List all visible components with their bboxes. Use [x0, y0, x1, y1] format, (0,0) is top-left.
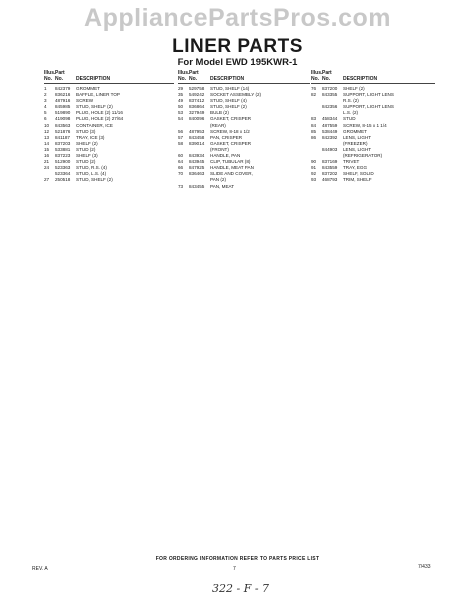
illus-number: 64: [178, 159, 184, 165]
illus-number: 24: [44, 165, 50, 171]
part-number: 843934: [189, 153, 205, 159]
part-description: R.S. (2): [343, 98, 359, 104]
column-header: [178, 70, 310, 84]
part-number: 843945: [189, 159, 205, 165]
part-number: 837200: [322, 86, 338, 91]
illus-number: 82: [311, 92, 317, 98]
part-description: PLUG, HOLE (2) 11/16: [76, 110, 123, 116]
part-description: (FRONT): [210, 146, 229, 152]
table-row: [44, 177, 174, 183]
illus-number: 66: [178, 165, 184, 171]
illus-number: 90: [311, 159, 317, 165]
illus-number: 13: [44, 134, 50, 140]
illus-number: 76: [311, 86, 317, 91]
part-number: 487916: [55, 98, 71, 104]
illus-number: 3: [44, 98, 47, 104]
ordering-note: FOR ORDERING INFORMATION REFER TO PARTS PRICE LIST: [155, 556, 320, 562]
part-number: 842379: [55, 86, 71, 91]
part-description: BULB (2): [210, 110, 229, 116]
part-description: TRIM, SHELF: [343, 177, 372, 183]
part-number: 836463: [189, 171, 205, 177]
illus-number: 60: [178, 153, 184, 159]
part-number: 839014: [189, 140, 205, 146]
illus-number: 91: [311, 165, 317, 171]
part-description: STUD (3): [76, 128, 96, 134]
parts-column-2: [178, 70, 310, 190]
illus-number: 12: [44, 128, 50, 134]
column-header: [44, 70, 174, 84]
part-description: STUD (2): [76, 146, 96, 152]
illus-number: 50: [178, 104, 184, 110]
part-description: TRIVET: [343, 159, 360, 165]
part-number: 523364: [55, 171, 71, 177]
part-number: 841187: [55, 134, 70, 140]
part-description: GASKET, CRISPER: [210, 116, 252, 122]
header-description: DESCRIPTION: [210, 76, 245, 82]
part-number: 840096: [189, 116, 205, 122]
header-part-no: No.: [55, 76, 64, 82]
part-description: CLIP, TUBULAR (8): [210, 159, 251, 165]
header-description: DESCRIPTION: [76, 76, 111, 82]
part-description: PAN, CRISPER: [210, 134, 243, 140]
header-part: Part: [189, 70, 199, 76]
part-description: SUPPORT, LIGHT LENS: [343, 92, 394, 98]
illus-number: 86: [311, 134, 317, 140]
part-description: SOCKET ASSEMBLY (2): [210, 92, 262, 98]
parts-list: [311, 86, 435, 184]
illus-number: 93: [311, 177, 317, 183]
header-illus-no: No.: [311, 76, 320, 82]
header-illus-no: No.: [178, 76, 187, 82]
part-number: 458344: [322, 116, 338, 122]
part-description: (FREEZER): [343, 140, 368, 146]
part-number: 523363: [55, 165, 71, 171]
part-description: (REFRIGERATOR): [343, 153, 383, 159]
part-description: BAFFLE, LINER TOP: [76, 92, 120, 98]
part-description: L.S. (2): [343, 110, 359, 116]
parts-list: [178, 86, 310, 190]
illus-number: 73: [178, 183, 184, 189]
illus-number: 21: [44, 159, 50, 165]
part-description: SUPPORT, LIGHT LENS: [343, 104, 394, 110]
parts-column-1: [44, 70, 174, 184]
illus-number: 5: [44, 110, 47, 116]
part-description: PAN, MEAT: [210, 183, 235, 189]
part-description: SHELF, SOLID: [343, 171, 374, 177]
illus-number: 53: [178, 110, 184, 116]
part-description: SCREW, 8-18 x 1/2: [210, 128, 250, 134]
part-number: 842356: [322, 104, 338, 110]
illus-number: 10: [44, 122, 50, 128]
header-illus: Illus.: [178, 70, 190, 76]
illus-number: 14: [44, 140, 50, 146]
part-number: 419098: [55, 116, 71, 122]
column-header: [311, 70, 435, 84]
table-row: [178, 184, 310, 190]
illus-number: 83: [311, 116, 317, 122]
illus-number: 16: [44, 153, 50, 159]
header-illus: Illus.: [44, 70, 56, 76]
part-description: (REAR): [210, 122, 226, 128]
part-number: 521876: [55, 128, 71, 134]
model-subtitle: For Model EWD 195KWR-1: [177, 57, 298, 68]
part-number: 843355: [322, 92, 338, 98]
part-number: 843458: [189, 134, 205, 140]
part-description: STUD, SHELF (2): [76, 177, 113, 183]
part-description: PLUG, HOLE (2) 27/64: [76, 116, 124, 122]
part-number: 837412: [189, 98, 205, 104]
illus-number: 84: [311, 122, 317, 128]
part-number: 845985: [55, 104, 71, 110]
part-number: 468793: [322, 177, 338, 183]
part-number: 512900: [55, 159, 71, 165]
table-row: [311, 177, 435, 183]
illus-number: 35: [178, 92, 184, 98]
illus-number: 57: [178, 134, 184, 140]
illus-number: 29: [178, 86, 184, 91]
part-number: 843455: [189, 183, 205, 189]
revision-label: REV. A: [32, 566, 48, 572]
part-description: GASKET, CRISPER: [210, 140, 252, 146]
part-description: SHELF (2): [76, 140, 98, 146]
part-number: 837202: [322, 171, 338, 177]
part-number: 529758: [189, 86, 205, 91]
part-number: 519890: [55, 110, 71, 116]
part-description: STUD: [343, 116, 356, 122]
part-number: 843563: [55, 122, 71, 128]
part-description: GROMMET: [76, 86, 100, 91]
part-description: GROMMET: [343, 128, 367, 134]
illus-number: 27: [44, 177, 50, 183]
illus-number: 92: [311, 171, 317, 177]
parts-list: [44, 86, 174, 184]
handwritten-reference: 322 - F - 7: [212, 582, 270, 595]
document-code: 7/433: [418, 564, 431, 570]
part-description: SCREW: [76, 98, 94, 104]
part-description: STUD, L.S. (4): [76, 171, 107, 177]
header-part-no: No.: [322, 76, 331, 82]
part-number: 836216: [55, 92, 71, 98]
part-number: 837223: [55, 153, 71, 159]
illus-number: 70: [178, 171, 184, 177]
part-description: LENS, LIGHT: [343, 146, 372, 152]
part-description: TRAY, EGG: [343, 165, 368, 171]
watermark: AppliancePartsPros.com: [84, 4, 391, 32]
part-number: 327949: [189, 110, 205, 116]
part-number: 487953: [189, 128, 205, 134]
header-description: DESCRIPTION: [343, 76, 378, 82]
part-description: SLIDE AND COVER,: [210, 171, 253, 177]
parts-column-3: [311, 70, 435, 184]
illus-number: 54: [178, 116, 184, 122]
part-description: STUD, SHELF (2): [76, 104, 113, 110]
part-description: STUD, R.S. (4): [76, 165, 107, 171]
illus-number: 56: [178, 128, 184, 134]
illus-number: 58: [178, 140, 184, 146]
part-description: CONTAINER, ICE: [76, 122, 113, 128]
page-number: 7: [233, 566, 236, 572]
part-description: STUD, SHELF (2): [210, 104, 247, 110]
header-part-no: No.: [189, 76, 198, 82]
part-description: STUD, SHELF (4): [210, 98, 247, 104]
illus-number: 49: [178, 98, 184, 104]
part-number: 847925: [189, 165, 205, 171]
part-number: 538449: [322, 128, 338, 134]
part-description: SHELF (2): [343, 86, 365, 91]
illus-number: 4: [44, 104, 47, 110]
part-description: STUD (2): [76, 159, 96, 165]
page-title: LINER PARTS: [172, 36, 303, 57]
part-description: TRAY, ICE (3): [76, 134, 105, 140]
part-number: 837203: [55, 140, 71, 146]
header-illus: Illus.: [311, 70, 323, 76]
part-description: SHELF (3): [76, 153, 98, 159]
part-description: HANDLE, MEAT PAN: [210, 165, 254, 171]
illus-number: 85: [311, 128, 317, 134]
illus-number: 2: [44, 92, 47, 98]
illus-number: 1: [44, 86, 47, 91]
part-description: LENS, LIGHT: [343, 134, 372, 140]
part-number: 487559: [322, 122, 338, 128]
part-number: 250518: [55, 177, 71, 183]
part-number: 533881: [55, 146, 71, 152]
part-number: 842392: [322, 134, 338, 140]
illus-number: 15: [44, 146, 50, 152]
header-part: Part: [55, 70, 65, 76]
header-illus-no: No.: [44, 76, 53, 82]
part-description: HANDLE, PAN: [210, 153, 241, 159]
part-number: 843559: [322, 165, 338, 171]
part-number: 836864: [189, 104, 205, 110]
part-description: SCREW, 8-15 x 1 1/4: [343, 122, 387, 128]
part-description: STUD, SHELF (14): [210, 86, 250, 91]
part-number: 549242: [189, 92, 205, 98]
part-number: 844903: [322, 146, 338, 152]
part-number: 837169: [322, 159, 338, 165]
illus-number: 6: [44, 116, 47, 122]
part-description: PAN (2): [210, 177, 226, 183]
header-part: Part: [322, 70, 332, 76]
